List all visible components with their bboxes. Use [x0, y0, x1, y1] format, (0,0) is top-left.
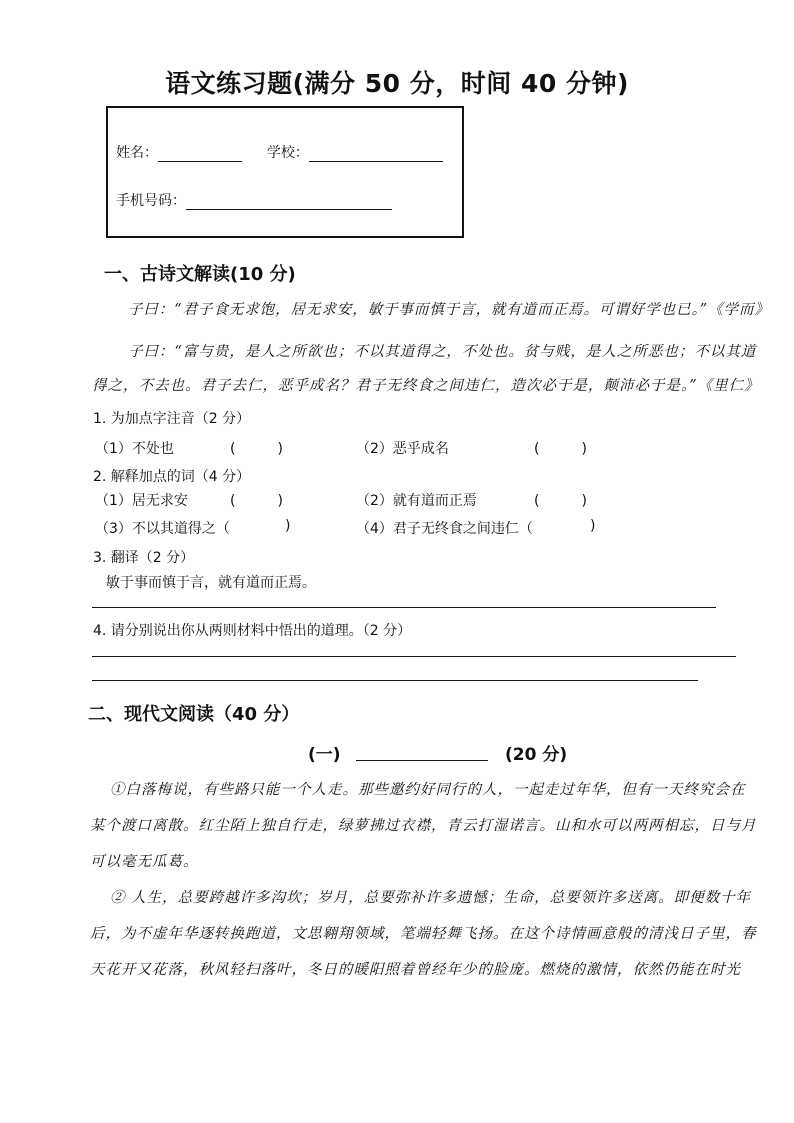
paragraph-2-line-2: 后，为不虚年华逐转换跑道，文思翱翔领域，笔端轻舞飞扬。在这个诗情画意般的清浅日子里，春 — [90, 926, 757, 942]
q2-item-1: （1）居无求安 — [95, 493, 188, 509]
q4-answer-line-1[interactable] — [92, 656, 736, 657]
paragraph-2-line-3: 天花开又花落，秋风轻扫落叶，冬日的暖阳照着曾经年少的脸庞。燃烧的激情，依然仍能在时光 — [90, 962, 741, 978]
school-label: 学校： — [266, 145, 309, 161]
passage-one-title-blank[interactable] — [356, 760, 488, 761]
passage-one-score: (20 分) — [505, 745, 568, 765]
q1-label: 1. 为加点字注音（2 分） — [93, 411, 251, 427]
section2-heading: 二、现代文阅读（40 分） — [88, 704, 300, 725]
q1-answer-2[interactable]: ( ) — [534, 441, 587, 457]
q3-answer-line[interactable] — [92, 607, 716, 608]
name-blank[interactable] — [158, 161, 242, 162]
q2-answer-3-close[interactable]: ) — [285, 518, 291, 534]
passage-xueer: 子曰：“君子食无求饱，居无求安，敏于事而慎于言，就有道而正焉。可谓好学也已。”《学而》 — [128, 302, 770, 318]
q2-answer-4-close[interactable]: ) — [590, 518, 596, 534]
q2-answer-1[interactable]: ( ) — [230, 493, 283, 509]
page-title: 语文练习题(满分 50 分，时间 40 分钟) — [165, 69, 629, 98]
passage-liren-line1: 子曰：“富与贵，是人之所欲也；不以其道得之，不处也。贫与贱，是人之所恶也；不以其道 — [128, 344, 757, 360]
student-info-box — [106, 106, 464, 238]
q3-sentence: 敏于事而慎于言，就有道而正焉。 — [106, 575, 316, 591]
paragraph-1-line-1: ①白落梅说，有些路只能一个人走。那些邀约好同行的人，一起走过年华，但有一天终究会在 — [110, 782, 746, 798]
q4-answer-line-2[interactable] — [92, 680, 698, 681]
q1-item-2: （2）恶乎成名 — [356, 441, 449, 457]
q2-item-4: （4）君子无终食之间违仁（ — [356, 521, 533, 537]
q2-item-3: （3）不以其道得之（ — [95, 521, 230, 537]
phone-blank[interactable] — [186, 209, 392, 210]
q1-answer-1[interactable]: ( ) — [230, 441, 283, 457]
q4-label: 4. 请分别说出你从两则材料中悟出的道理。（2 分） — [93, 623, 412, 639]
school-blank[interactable] — [309, 161, 443, 162]
name-label: 姓名： — [116, 145, 158, 161]
phone-label: 手机号码： — [116, 193, 186, 209]
section1-heading: 一、古诗文解读(10 分) — [104, 264, 296, 285]
name-row — [116, 142, 443, 162]
paragraph-2-line-1: ② 人生，总要跨越许多沟坎；岁月，总要弥补许多遗憾；生命，总要领许多送离。即便数十年 — [110, 890, 752, 906]
paragraph-1-line-2: 某个渡口离散。红尘陌上独自行走，绿萝拂过衣襟，青云打湿诺言。山和水可以两两相忘，日与月 — [90, 818, 757, 834]
passage-liren-line2: 得之，不去也。君子去仁，恶乎成名？君子无终食之间违仁，造次必于是，颠沛必于是。”《里仁》 — [92, 378, 760, 394]
q1-item-1: （1）不处也 — [95, 441, 174, 457]
phone-row — [116, 190, 392, 210]
q2-label: 2. 解释加点的词（4 分） — [93, 469, 251, 485]
paragraph-1-line-3: 可以毫无瓜葛。 — [90, 854, 199, 870]
q2-item-2: （2）就有道而正焉 — [356, 493, 477, 509]
passage-one-marker: (一) — [308, 745, 341, 765]
q2-answer-2[interactable]: ( ) — [534, 493, 587, 509]
q3-label: 3. 翻译（2 分） — [93, 550, 195, 566]
